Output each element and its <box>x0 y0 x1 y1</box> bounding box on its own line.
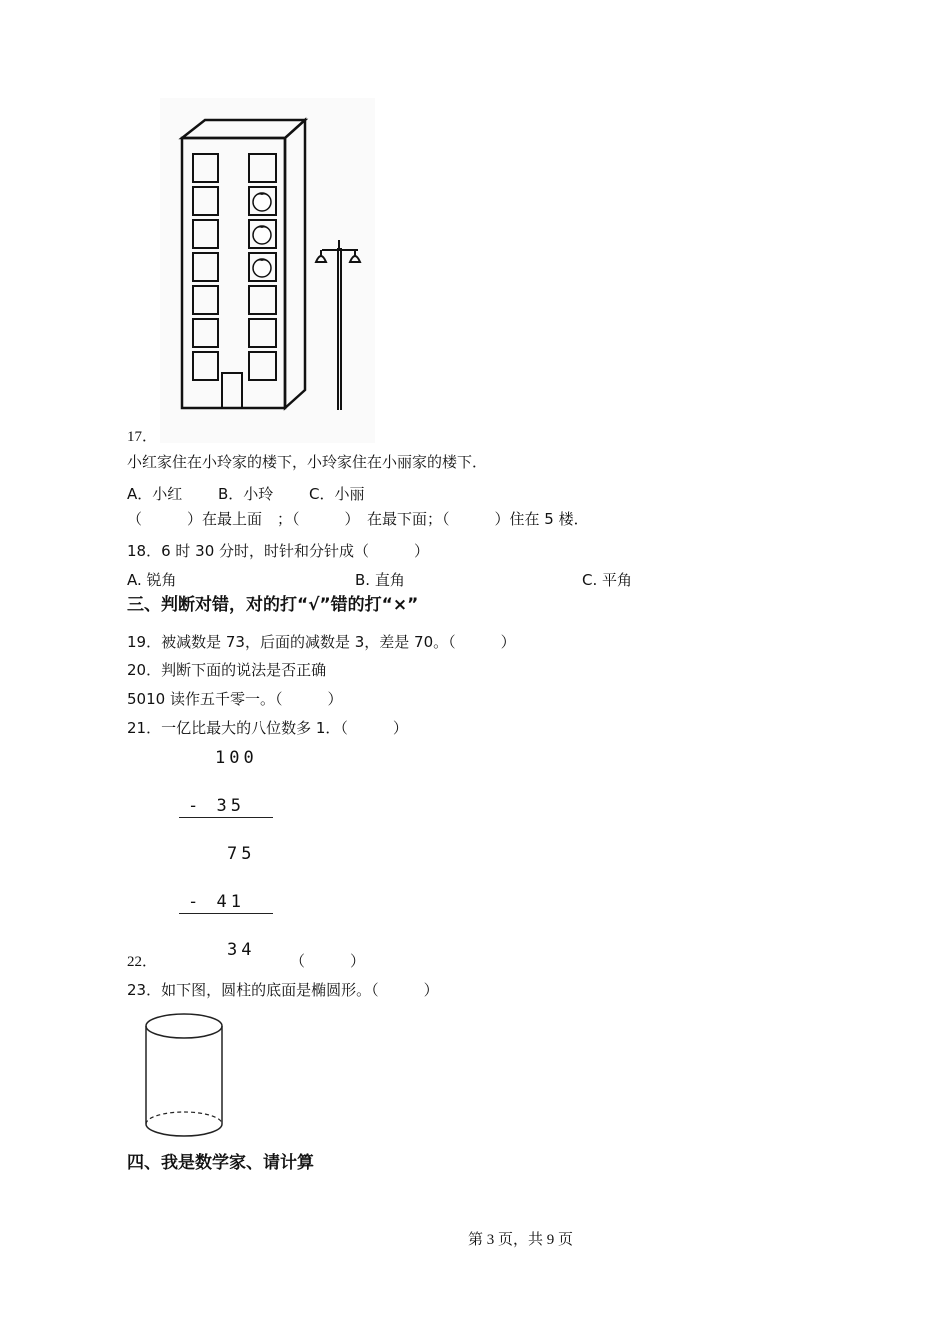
answer-blanks: （ ）在最上面 ；（ ） 在最下面；（ ）住在 5 楼． <box>127 510 589 528</box>
question-stem: 19．被减数是 73，后面的减数是 3，差是 70。（ ） <box>127 633 516 651</box>
question-stem: 小红家住在小玲家的楼下，小玲家住在小丽家的楼下． <box>127 453 488 471</box>
option-a: A．小红 <box>127 485 183 503</box>
face-icon <box>253 193 271 278</box>
calc-rule <box>179 913 273 914</box>
option-c: C. 平角 <box>582 571 633 589</box>
calc-line: 34 <box>227 940 256 960</box>
question-stem: 5010 读作五千零一。（ ） <box>127 690 343 708</box>
option-c: C．小丽 <box>309 485 365 503</box>
building-illustration <box>160 98 375 443</box>
section-heading: 四、我是数学家、请计算 <box>127 1153 314 1173</box>
section-heading: 三、判断对错，对的打“√”错的打“×” <box>127 595 419 615</box>
question-stem: 20．判断下面的说法是否正确 <box>127 661 327 679</box>
calc-rule <box>179 817 273 818</box>
question-stem: 21．一亿比最大的八位数多 1．（ ） <box>127 719 408 737</box>
question-number: 17． <box>127 429 158 445</box>
calc-line: - 41 <box>188 892 245 912</box>
option-b: B．小玲 <box>218 485 274 503</box>
question-stem: 23．如下图，圆柱的底面是椭圆形。（ ） <box>127 981 439 999</box>
question-number: 22． <box>127 954 158 970</box>
answer-blank: （ ） <box>290 952 366 970</box>
calc-line: 100 <box>215 748 258 768</box>
calc-line: - 35 <box>188 796 245 816</box>
page-footer: 第 3 页，共 9 页 <box>468 1232 574 1248</box>
calc-line: 75 <box>227 844 256 864</box>
option-a: A. 锐角 <box>127 571 177 589</box>
question-stem: 18．6 时 30 分时，时针和分针成（ ） <box>127 542 430 560</box>
cylinder-illustration <box>140 1010 230 1142</box>
option-b: B. 直角 <box>355 571 405 589</box>
